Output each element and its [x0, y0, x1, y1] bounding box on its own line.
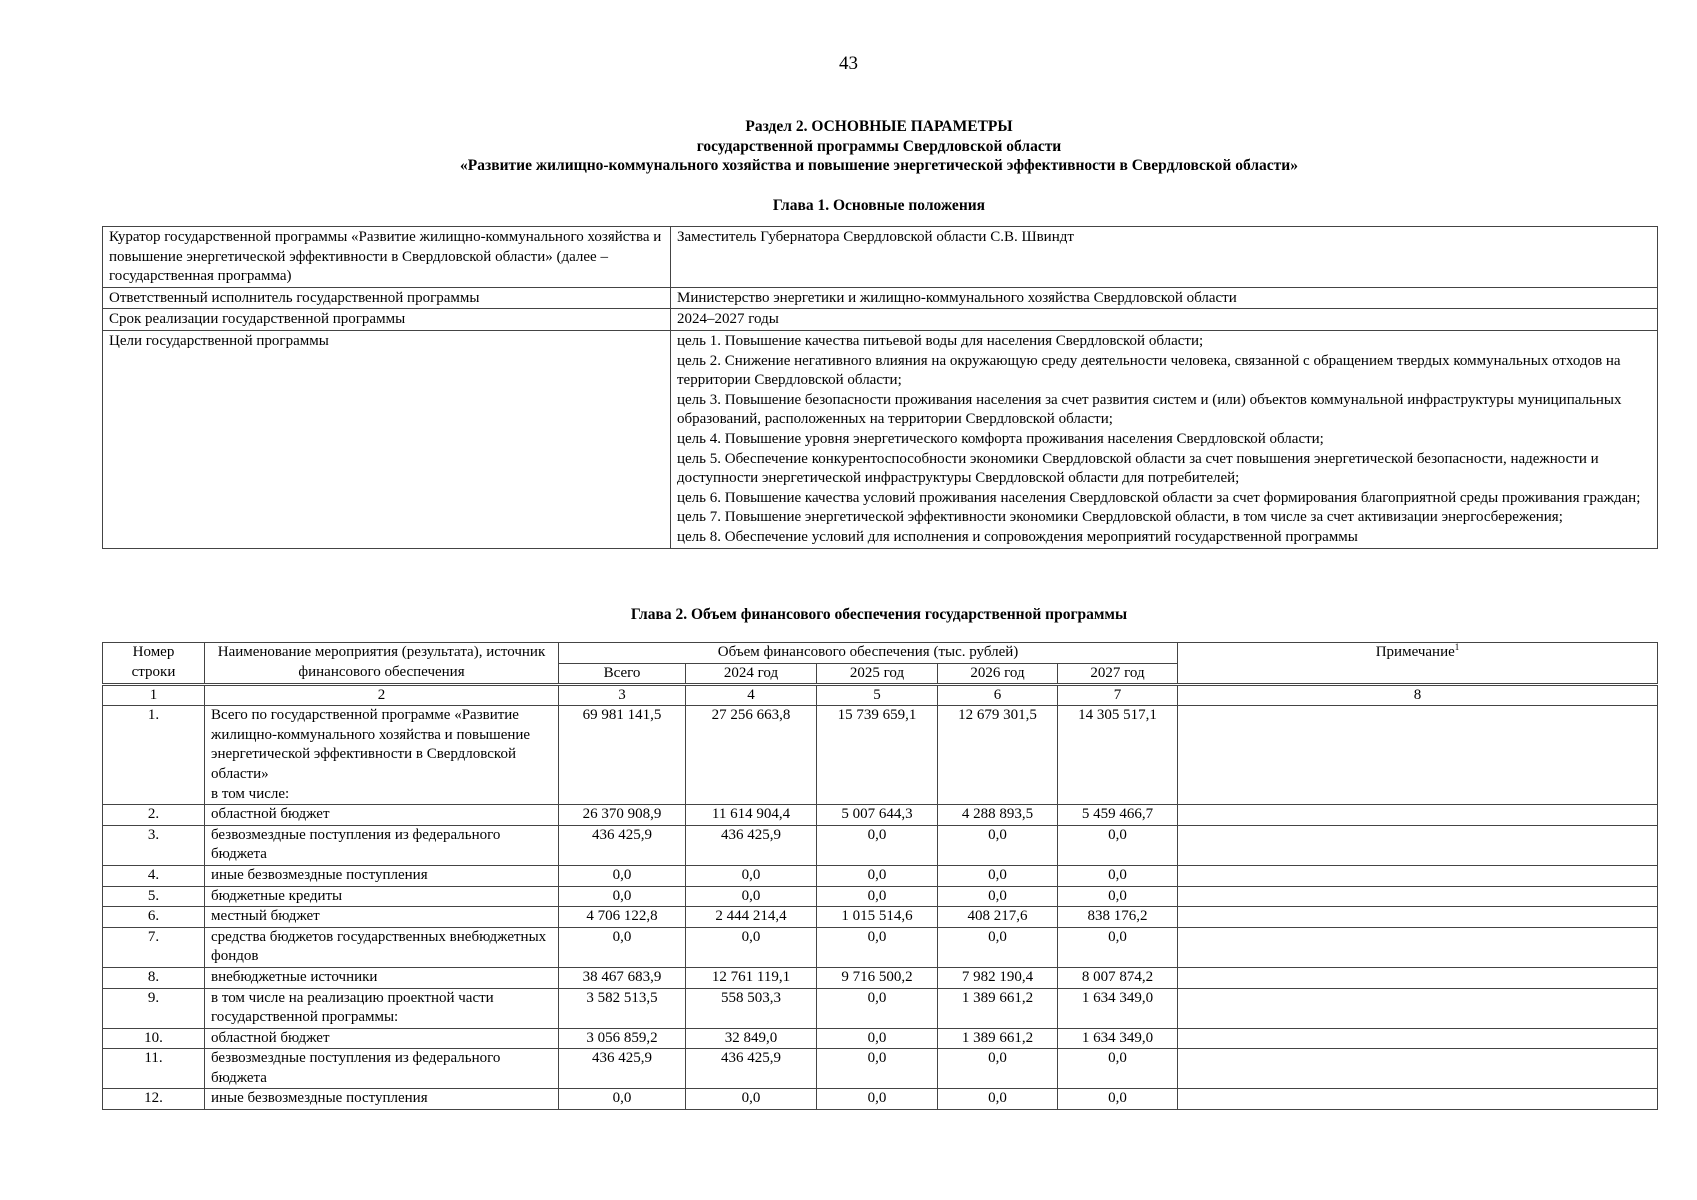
- value-2025: 5 007 644,3: [817, 805, 938, 826]
- goal-item: цель 1. Повышение качества питьевой воды для населения Свердловской области;: [677, 332, 1204, 349]
- value-2025: 0,0: [817, 1089, 938, 1110]
- row-number: 11.: [103, 1049, 205, 1089]
- value-2027: 0,0: [1058, 1089, 1178, 1110]
- value-2027: 5 459 466,7: [1058, 805, 1178, 826]
- value-note: [1178, 706, 1658, 805]
- value-2024: 0,0: [686, 1089, 817, 1110]
- table-row: [103, 1028, 1658, 1049]
- value-2025: 15 739 659,1: [817, 706, 938, 805]
- row-name: внебюджетные источники: [205, 967, 559, 988]
- row-number: 6.: [103, 907, 205, 928]
- header-name: Наименование мероприятия (результата), источник финансового обеспечения: [205, 643, 559, 685]
- row-number: 9.: [103, 988, 205, 1028]
- value-2025: 0,0: [817, 1028, 938, 1049]
- goal-item: цель 3. Повышение безопасности проживания населения за счет развития систем и (или) объектов коммунальной инфраструктуры муниципальных образований, расположенных на территории Свердловской области;: [677, 391, 1622, 428]
- goal-item: цель 7. Повышение энергетической эффективности экономики Свердловской области, в том числе за счет активизации энергосбережения;: [677, 509, 1563, 526]
- table-row: [103, 1049, 1658, 1089]
- value-total: 0,0: [559, 865, 686, 886]
- value-2025: 0,0: [817, 927, 938, 967]
- section-heading: [100, 117, 1658, 176]
- value-total: 3 582 513,5: [559, 988, 686, 1028]
- column-index: 6: [938, 685, 1058, 706]
- row-label: Ответственный исполнитель государственной программы: [103, 287, 671, 309]
- table-row: [103, 988, 1658, 1028]
- column-index: 8: [1178, 685, 1658, 706]
- table-row: [103, 805, 1658, 826]
- value-note: [1178, 1089, 1658, 1110]
- value-2024: 436 425,9: [686, 1049, 817, 1089]
- value-total: 0,0: [559, 927, 686, 967]
- row-name-extra: в том числе:: [211, 785, 290, 802]
- value-2026: 0,0: [938, 886, 1058, 907]
- value-note: [1178, 865, 1658, 886]
- goal-item: цель 6. Повышение качества условий проживания населения Свердловской области за счет формирования благоприятной среды проживания граждан;: [677, 489, 1641, 506]
- value-total: 0,0: [559, 886, 686, 907]
- chapter2-title: Глава 2. Объем финансового обеспечения государственной программы: [630, 606, 1128, 623]
- row-name: безвозмездные поступления из федерального бюджета: [205, 1049, 559, 1089]
- header-row: [103, 643, 1658, 664]
- header-volume: Объем финансового обеспечения (тыс. рублей): [559, 643, 1178, 664]
- row-name: в том числе на реализацию проектной части государственной программы:: [205, 988, 559, 1028]
- row-number: 8.: [103, 967, 205, 988]
- value-total: 3 056 859,2: [559, 1028, 686, 1049]
- value-total: 436 425,9: [559, 825, 686, 865]
- row-name: областной бюджет: [205, 1028, 559, 1049]
- row-name: местный бюджет: [205, 907, 559, 928]
- value-2026: 12 679 301,5: [938, 706, 1058, 805]
- value-note: [1178, 1028, 1658, 1049]
- value-2024: 0,0: [686, 865, 817, 886]
- value-2027: 8 007 874,2: [1058, 967, 1178, 988]
- table-row: [103, 287, 1658, 309]
- row-number: 2.: [103, 805, 205, 826]
- value-2026: 0,0: [938, 1049, 1058, 1089]
- value-2027: 1 634 349,0: [1058, 988, 1178, 1028]
- table-row: [103, 907, 1658, 928]
- value-2025: 0,0: [817, 1049, 938, 1089]
- column-index: 4: [686, 685, 817, 706]
- value-2026: 0,0: [938, 1089, 1058, 1110]
- value-2026: 0,0: [938, 865, 1058, 886]
- table-row: [103, 309, 1658, 331]
- row-name: [205, 706, 559, 805]
- value-2027: 1 634 349,0: [1058, 1028, 1178, 1049]
- value-2024: 558 503,3: [686, 988, 817, 1028]
- chapter1-title: Глава 1. Основные положения: [772, 197, 986, 214]
- column-index: 1: [103, 685, 205, 706]
- value-2027: 0,0: [1058, 1049, 1178, 1089]
- row-number: 7.: [103, 927, 205, 967]
- value-note: [1178, 907, 1658, 928]
- table-row: [103, 865, 1658, 886]
- table-row: [103, 967, 1658, 988]
- row-name-text: Всего по государственной программе «Развитие жилищно-коммунального хозяйства и повышение энергетической эффективности в Свердловской области»: [211, 707, 531, 782]
- value-2027: 0,0: [1058, 865, 1178, 886]
- column-index: 2: [205, 685, 559, 706]
- value-2027: 838 176,2: [1058, 907, 1178, 928]
- value-note: [1178, 886, 1658, 907]
- value-2025: 9 716 500,2: [817, 967, 938, 988]
- value-total: 0,0: [559, 1089, 686, 1110]
- row-name: средства бюджетов государственных внебюджетных фондов: [205, 927, 559, 967]
- row-name: областной бюджет: [205, 805, 559, 826]
- value-2026: 1 389 661,2: [938, 1028, 1058, 1049]
- goal-item: цель 5. Обеспечение конкурентоспособности экономики Свердловской области за счет повышения энергетической безопасности, надежности и доступности энергетической инфраструктуры Свердловской области для потребителей;: [677, 450, 1599, 487]
- value-2026: 4 288 893,5: [938, 805, 1058, 826]
- value-note: [1178, 927, 1658, 967]
- table-row: [103, 706, 1658, 805]
- header-2024: 2024 год: [686, 663, 817, 685]
- value-total: 436 425,9: [559, 1049, 686, 1089]
- value-2027: 0,0: [1058, 825, 1178, 865]
- value-2027: 14 305 517,1: [1058, 706, 1178, 805]
- row-number: 3.: [103, 825, 205, 865]
- value-2024: 11 614 904,4: [686, 805, 817, 826]
- value-2026: 0,0: [938, 825, 1058, 865]
- value-note: [1178, 1049, 1658, 1089]
- header-2026: 2026 год: [938, 663, 1058, 685]
- value-2025: 0,0: [817, 988, 938, 1028]
- value-note: [1178, 967, 1658, 988]
- row-name: иные безвозмездные поступления: [205, 1089, 559, 1110]
- row-number: 1.: [103, 706, 205, 805]
- column-index: 5: [817, 685, 938, 706]
- goal-item: цель 8. Обеспечение условий для исполнения и сопровождения мероприятий государственной программы: [677, 528, 1358, 545]
- column-index: 3: [559, 685, 686, 706]
- row-number: 5.: [103, 886, 205, 907]
- column-index: 7: [1058, 685, 1178, 706]
- value-note: [1178, 825, 1658, 865]
- value-note: [1178, 805, 1658, 826]
- section-subtitle: государственной программы Свердловской области: [696, 137, 1062, 155]
- row-value: Министерство энергетики и жилищно-коммунального хозяйства Свердловской области: [671, 287, 1658, 309]
- column-index-row: [103, 685, 1658, 706]
- value-2025: 0,0: [817, 865, 938, 886]
- row-number: 4.: [103, 865, 205, 886]
- section-title: Раздел 2. ОСНОВНЫЕ ПАРАМЕТРЫ: [745, 118, 1013, 135]
- row-label: Куратор государственной программы «Развитие жилищно-коммунального хозяйства и повышение энергетической эффективности в Свердловской области» (далее – государственная программа): [103, 227, 671, 288]
- value-2026: 1 389 661,2: [938, 988, 1058, 1028]
- value-2024: 32 849,0: [686, 1028, 817, 1049]
- financing-table: [102, 642, 1658, 1110]
- value-2025: 0,0: [817, 825, 938, 865]
- page-number: 43: [839, 53, 858, 74]
- value-2027: 0,0: [1058, 886, 1178, 907]
- header-note-label: Примечание: [1375, 644, 1455, 660]
- header-2025: 2025 год: [817, 663, 938, 685]
- row-number: 10.: [103, 1028, 205, 1049]
- row-value: 2024–2027 годы: [671, 309, 1658, 331]
- value-2024: 436 425,9: [686, 825, 817, 865]
- header-note: [1178, 643, 1658, 685]
- value-total: 26 370 908,9: [559, 805, 686, 826]
- row-label: Срок реализации государственной программы: [103, 309, 671, 331]
- row-label: Цели государственной программы: [103, 330, 671, 548]
- row-name: иные безвозмездные поступления: [205, 865, 559, 886]
- table-row: [103, 1089, 1658, 1110]
- value-total: 38 467 683,9: [559, 967, 686, 988]
- value-2024: 0,0: [686, 927, 817, 967]
- goal-item: цель 4. Повышение уровня энергетического комфорта проживания населения Свердловской области;: [677, 430, 1324, 447]
- value-2027: 0,0: [1058, 927, 1178, 967]
- value-2024: 2 444 214,4: [686, 907, 817, 928]
- value-2024: 27 256 663,8: [686, 706, 817, 805]
- value-2024: 0,0: [686, 886, 817, 907]
- value-2024: 12 761 119,1: [686, 967, 817, 988]
- table-row: [103, 886, 1658, 907]
- goals-list: [671, 330, 1658, 548]
- table-row: [103, 927, 1658, 967]
- value-total: 69 981 141,5: [559, 706, 686, 805]
- value-2026: 408 217,6: [938, 907, 1058, 928]
- value-note: [1178, 988, 1658, 1028]
- main-provisions-table: [102, 226, 1658, 549]
- value-2026: 0,0: [938, 927, 1058, 967]
- row-name: бюджетные кредиты: [205, 886, 559, 907]
- value-2025: 0,0: [817, 886, 938, 907]
- goal-item: цель 2. Снижение негативного влияния на окружающую среду деятельности человека, связанной с обращением твердых коммунальных отходов на территории Свердловской области;: [677, 352, 1621, 389]
- footnote-marker: 1: [1454, 642, 1460, 652]
- value-2026: 7 982 190,4: [938, 967, 1058, 988]
- table-row: [103, 330, 1658, 548]
- header-row-number: Номер строки: [103, 643, 205, 685]
- row-number: 12.: [103, 1089, 205, 1110]
- program-name: «Развитие жилищно-коммунального хозяйства и повышение энергетической эффективности в Свердловской области»: [460, 157, 1298, 174]
- header-total: Всего: [559, 663, 686, 685]
- header-2027: 2027 год: [1058, 663, 1178, 685]
- row-name: безвозмездные поступления из федерального бюджета: [205, 825, 559, 865]
- value-2025: 1 015 514,6: [817, 907, 938, 928]
- value-total: 4 706 122,8: [559, 907, 686, 928]
- table-row: [103, 825, 1658, 865]
- table-row: [103, 227, 1658, 288]
- row-value: Заместитель Губернатора Свердловской области С.В. Швиндт: [671, 227, 1658, 288]
